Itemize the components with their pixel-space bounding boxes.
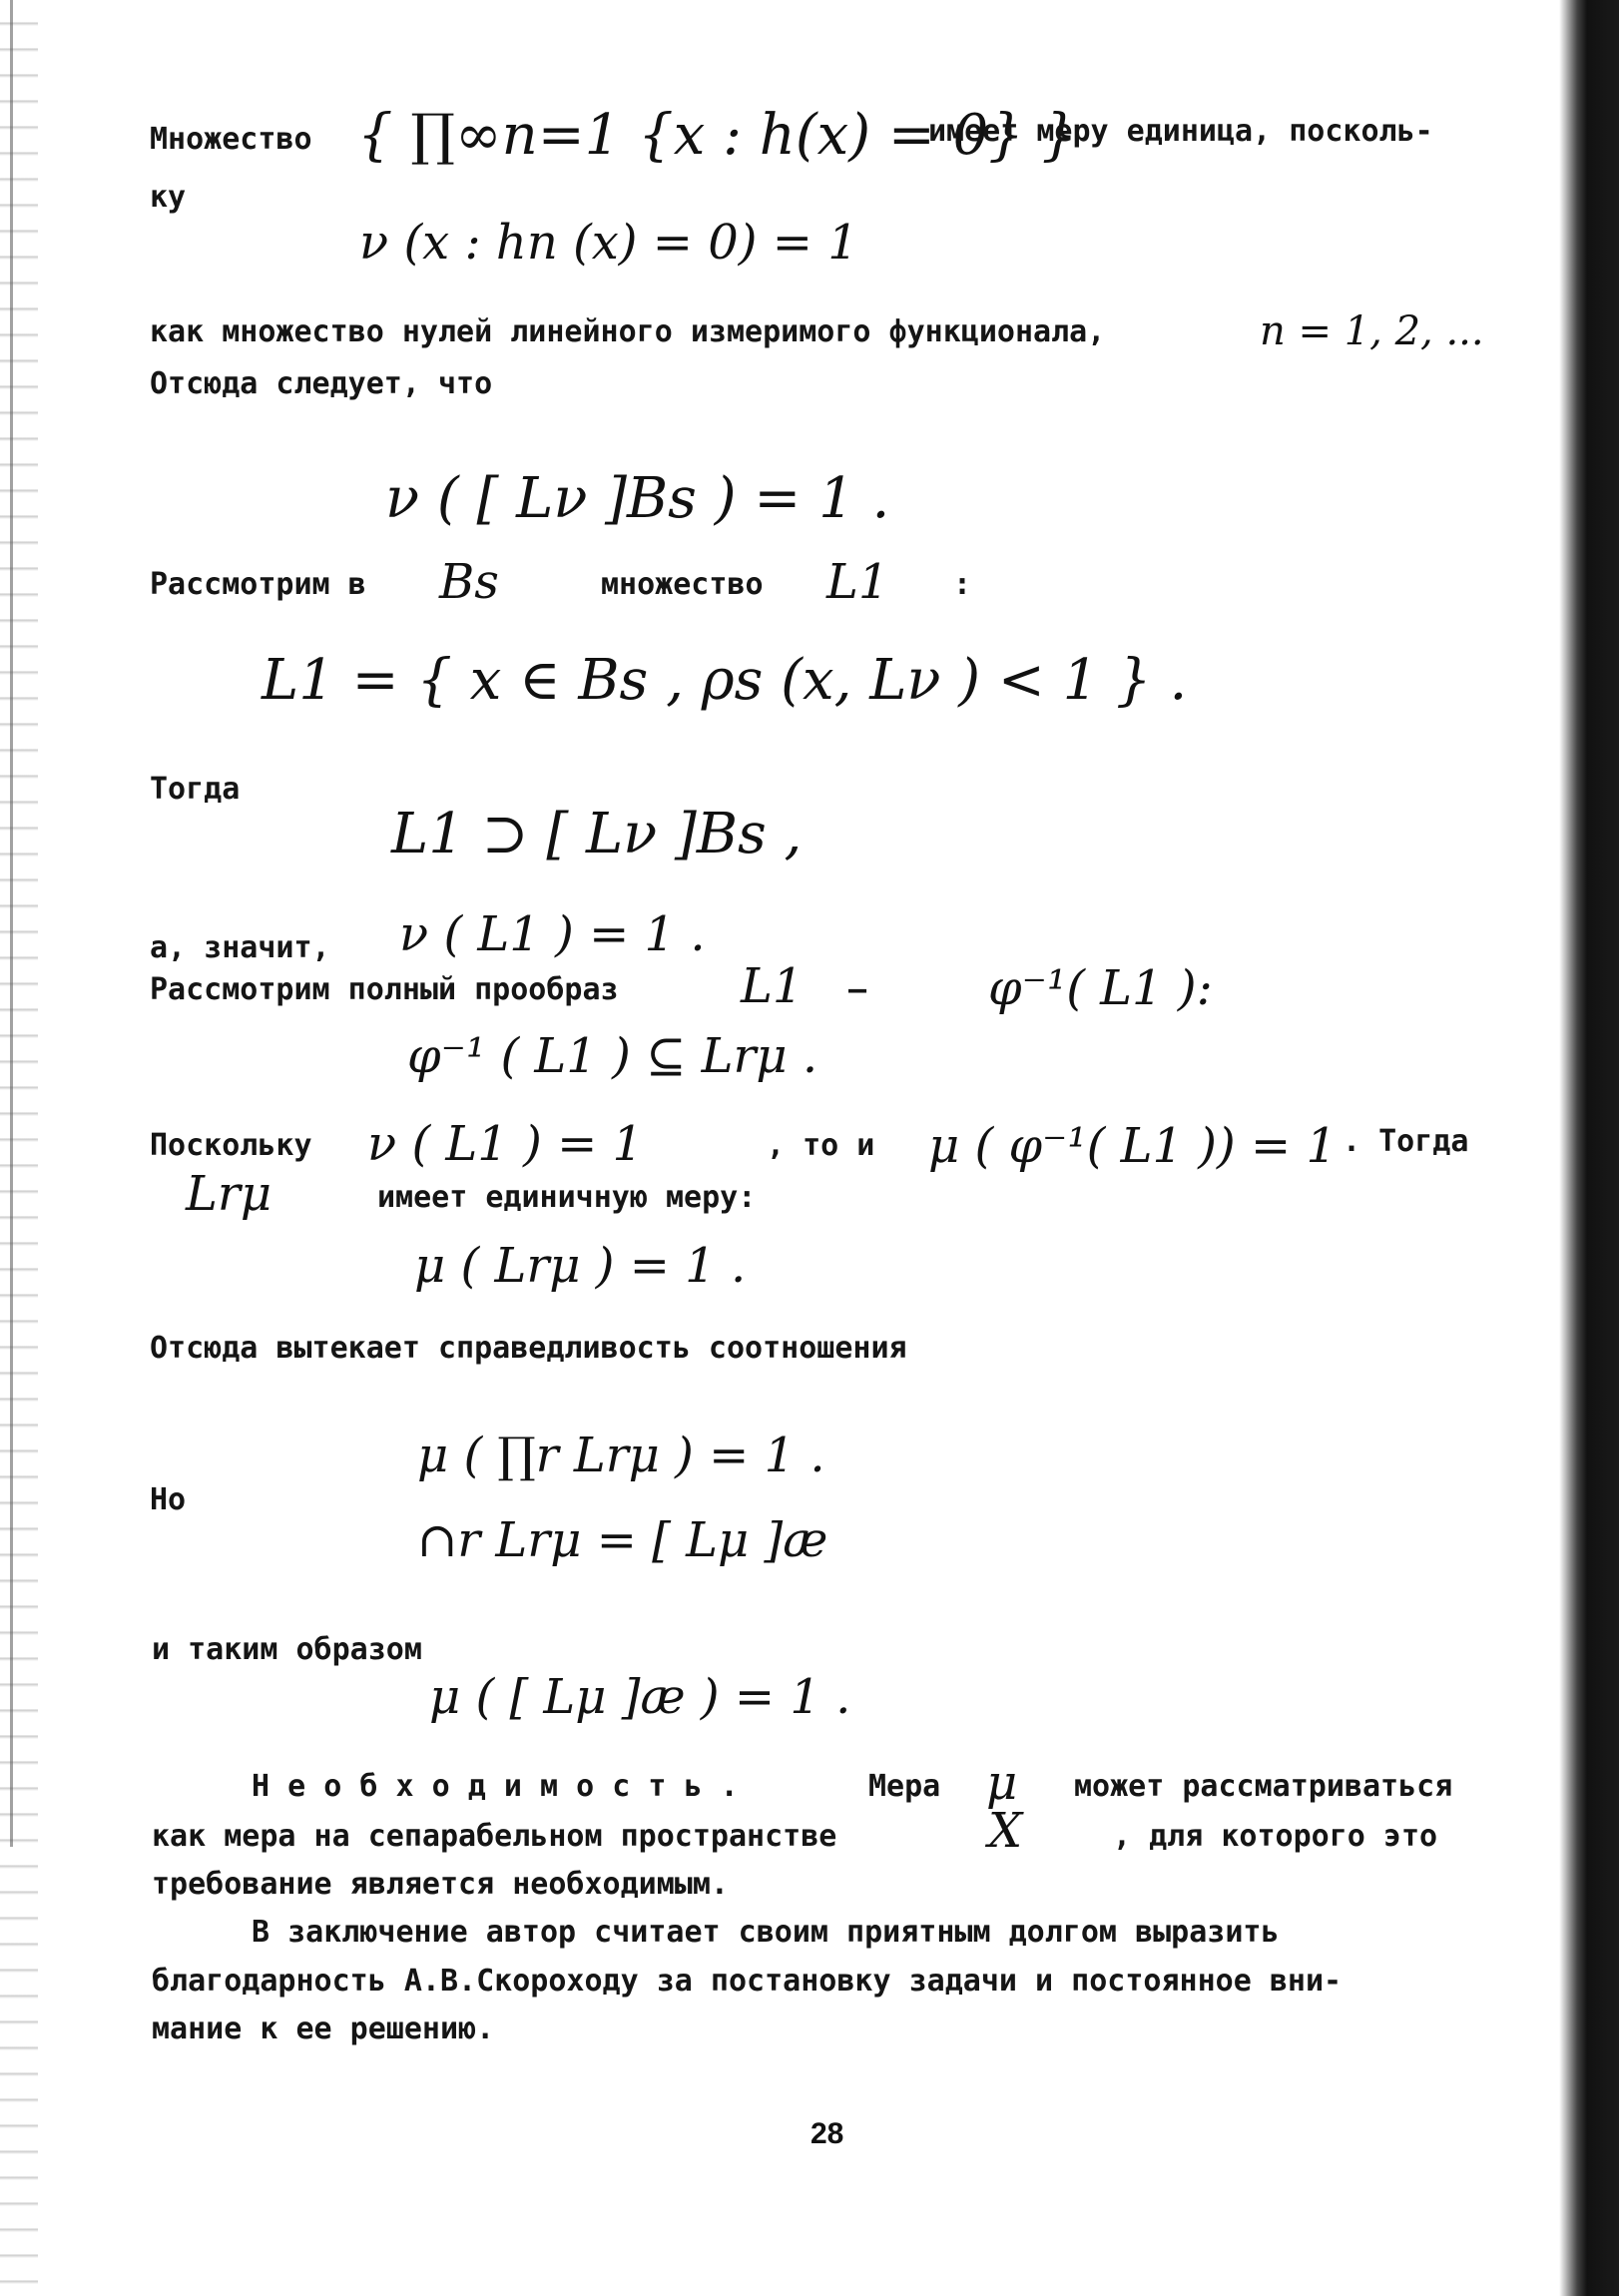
text-line: Поскольку [150,1128,312,1163]
formula: L1 = { x ∈ Bs , ρs (x, Lν ) < 1 } . [262,648,1188,713]
formula: φ⁻¹( L1 ): [988,960,1213,1016]
text-line: требование является необходимым. [152,1867,729,1902]
scan-left-edge [0,0,38,2296]
text-line: а, значит, [150,930,330,965]
text-line: Мера [868,1769,941,1804]
text-line: Рассмотрим в [150,567,366,602]
text-line: может рассматриваться [1074,1769,1453,1804]
text-line: Рассмотрим полный прообраз [150,972,619,1007]
formula: μ ( φ⁻¹( L1 )) = 1 [928,1118,1338,1174]
text-line: : [953,567,972,602]
text-line: В заключение автор считает своим приятным долгом выразить [252,1915,1280,1950]
formula: X [988,1803,1023,1859]
formula: φ⁻¹ ( L1 ) ⊆ Lrμ . [407,1028,818,1084]
formula: L1 ⊃ [ Lν ]Bs , [391,802,803,866]
formula: μ ( ∏r Lrμ ) = 1 . [417,1428,825,1483]
text-line: — [848,972,867,1007]
text-line: множество [601,567,764,602]
formula: μ ( Lrμ ) = 1 . [414,1238,747,1294]
text-line: как множество нулей линейного измеримого функционала, [150,314,1106,349]
formula: L1 [741,958,804,1014]
formula: ν ( L1 ) = 1 [367,1116,644,1172]
formula: { ∏∞n=1 {x : h(x) = 0} } [357,103,1078,168]
text-line: мание к ее решению. [152,2011,495,2046]
scan-right-edge [1559,0,1619,2296]
text-line: Отсюда вытекает справедливость соотношения [150,1331,907,1366]
text-line: Н е о б х о д и м о с т ь . [252,1769,739,1804]
formula: n = 1, 2, ... [1260,308,1484,354]
formula: Bs [439,554,499,610]
text-line: и таким образом [152,1632,422,1667]
text-line: Тогда [150,772,241,807]
text-line: Но [150,1482,187,1517]
formula: ν ( [ Lν ]Bs ) = 1 . [385,466,890,531]
text-line: благодарность А.В.Скороходу за постановку задачи и постоянное вни- [152,1964,1343,1999]
text-line: как мера на сепарабельном пространстве [152,1819,837,1854]
formula: μ ( [ Lμ ]æ ) = 1 . [429,1669,851,1725]
text-line: имеет единичную меру: [377,1180,757,1215]
text-line: ку [150,180,187,215]
formula: L1 [826,554,889,610]
formula: μ [986,1755,1018,1811]
formula: ν ( L1 ) = 1 . [399,906,706,962]
formula: Lrμ [186,1166,272,1222]
formula: ν (x : hn (x) = 0) = 1 [359,215,858,271]
text-line: , для которого это [1113,1819,1438,1854]
text-line: Множество [150,122,312,157]
text-line: , то и [767,1128,875,1163]
text-line: . Тогда [1343,1124,1469,1159]
scan-left-binding-line [10,0,13,1847]
text-line: имеет меру единица, посколь- [928,114,1433,149]
page-number: 28 [810,2117,844,2150]
text-line: Отсюда следует, что [150,366,493,401]
formula: ∩r Lrμ = [ Lμ ]æ [417,1512,828,1568]
